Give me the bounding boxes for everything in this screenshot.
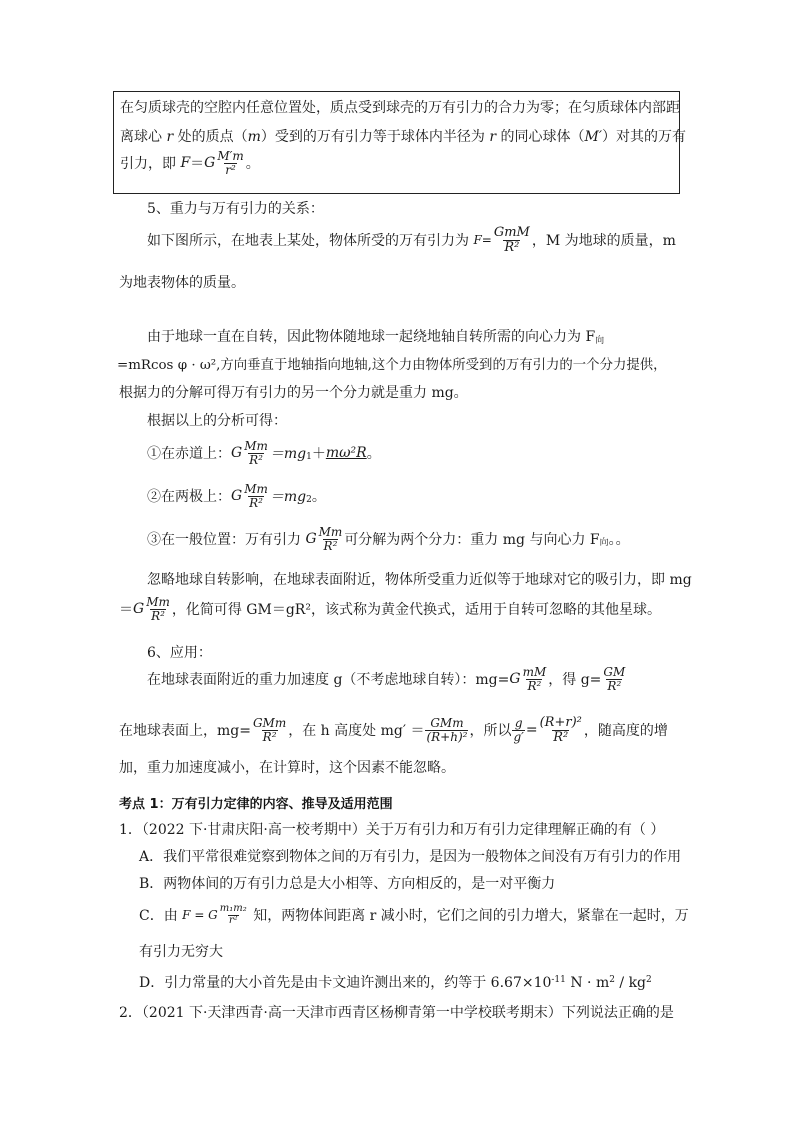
formula-fraction: $\frac{mM}{\text{R²}}$ <box>522 665 547 693</box>
section-6-para-3: 加，重力加速度减小，在计算时，这个因素不能忽略。 <box>119 760 455 776</box>
equation-equator: ①在赤道上：G $\frac{Mm}{\text{R²}}$ $=mg_1+m\omega^2R$。 <box>147 439 381 467</box>
section-6-para-2: 在地球表面上，mg= $\frac{\text{GMm}}{\text{R²}}$ ，在 h 高度处 mg′ ＝ $\frac{\text{GMm}}{\text{(R+h)²}}$ ，所以 $\frac{g}{g'}$ = $\frac{\text{(R+r)²}}{\text{R²}}$ ，随高度的增 <box>119 715 668 745</box>
formula-fraction: $\frac{\text{m₁m₂}}{\text{r²}}$ <box>219 903 247 926</box>
formula-fraction: $\frac{Mm}{\text{R²}}$ <box>244 482 268 510</box>
formula-fraction: $\frac{\text{GMm}}{\text{(R+h)²}}$ <box>426 716 468 744</box>
question-1-option-a: A．我们平常很难觉察到物体之间的万有引力，是因为一般物体之间没有万有引力的作用 <box>139 849 682 865</box>
section-5-para-2: 由于地球一直在自转，因此物体随地球一起绕地轴自转所需的向心力为 $F_向$ <box>147 329 605 346</box>
formula-fraction: $\frac{\text{GMm}}{\text{R²}}$ <box>252 716 287 744</box>
formula-fraction: $\frac{M'm}{\text{r²}}$ <box>217 149 244 177</box>
box-line-1: 在匀质球壳的空腔内任意位置处，质点受到球壳的万有引力的合力为零；在匀质球体内部距 <box>120 100 680 116</box>
section-5-para-1: 如下图所示，在地表上某处，物体所受的万有引力为 F= $\frac{\text{GmM}}{\text{R²}}$ ，M 为地球的质量，m <box>147 225 676 255</box>
section-5-para-4-cont: ＝G $\frac{Mm}{\text{R²}}$ ，化简可得 GM＝gR²，该式称为黄金代换式，适用于自转可忽略的其他星球。 <box>119 595 661 623</box>
section-5-para-1-cont: 为地表物体的质量。 <box>119 275 245 291</box>
section-6-para-1: 在地球表面附近的重力加速度 g（不考虑地球自转）：mg=G $\frac{mM}{\text{R²}}$ ，得 g= $\frac{GM}{\text{R²}}$ <box>147 665 626 693</box>
section-6-title: 6、应用： <box>147 645 212 661</box>
formula-fraction: $\frac{\text{(R+r)²}}{\text{R²}}$ <box>539 715 582 745</box>
equation-general: ③在一般位置：万有引力 G $\frac{Mm}{\text{R²}}$ 可分解为两个分力：重力 mg 与向心力 $F_向$。。 <box>147 525 630 553</box>
section-5-para-3: 根据以上的分析可得： <box>147 413 287 429</box>
equation-poles: ②在两极上：G $\frac{Mm}{\text{R²}}$ $=mg_2$。 <box>147 482 326 510</box>
section-5-title: 5、重力与万有引力的关系： <box>147 201 324 217</box>
question-1-option-c: C．由 F = G $\frac{\text{m₁m₂}}{\text{r²}}$ 知，两物体间距离 r 减小时，它们之间的引力增大，紧靠在一起时，万 <box>139 903 689 926</box>
question-1-option-c-cont: 有引力无穷大 <box>139 944 223 960</box>
question-1-stem: 1．（2022 下·甘肃庆阳·高一校考期中）关于万有引力和万有引力定律理解正确的有（ ） <box>119 822 665 838</box>
box-line-3: 引力，即 F＝G $\frac{M'm}{\text{r²}}$ 。 <box>120 149 260 177</box>
formula-fraction: $\frac{Mm}{\text{R²}}$ <box>244 439 268 467</box>
formula-fraction: $\frac{Mm}{\text{R²}}$ <box>146 595 170 623</box>
formula-fraction: $\frac{GM}{\text{R²}}$ <box>603 665 626 693</box>
question-1-option-d: D．引力常量的大小首先是由卡文迪许测出来的，约等于 $6.67\times 10^{-11}$ $N \cdot m^2 / kg^2$ <box>139 975 652 991</box>
question-1-option-b: B．两物体间的万有引力总是大小相等、方向相反的，是一对平衡力 <box>139 876 556 892</box>
section-5-para-2-line-3: 根据力的分解可得万有引力的另一个分力就是重力 mg。 <box>119 385 468 401</box>
box-line-2: 离球心 r 处的质点（m）受到的万有引力等于球体内半径为 r 的同心球体（M′）对其的万有 <box>120 129 687 145</box>
question-2-stem: 2．（2021 下·天津西青·高一天津市西青区杨柳青第一中学校联考期末）下列说法正确的是 <box>119 1005 674 1021</box>
formula-fraction: $\frac{g}{g'}$ <box>513 716 524 744</box>
section-5-para-4: 忽略地球自转影响，在地球表面附近，物体所受重力近似等于地球对它的吸引力，即 mg <box>147 572 692 588</box>
formula-fraction: $\frac{Mm}{\text{R²}}$ <box>318 525 343 553</box>
section-5-para-2-line-2: =mRcos φ · ω²,方向垂直于地轴指向地轴,这个力由物体所受到的万有引力的一个分力提供， <box>117 358 667 373</box>
topic-heading: 考点 1：万有引力定律的内容、推导及适用范围 <box>119 797 393 812</box>
formula-fraction: $\frac{\text{GmM}}{\text{R²}}$ <box>493 225 530 255</box>
